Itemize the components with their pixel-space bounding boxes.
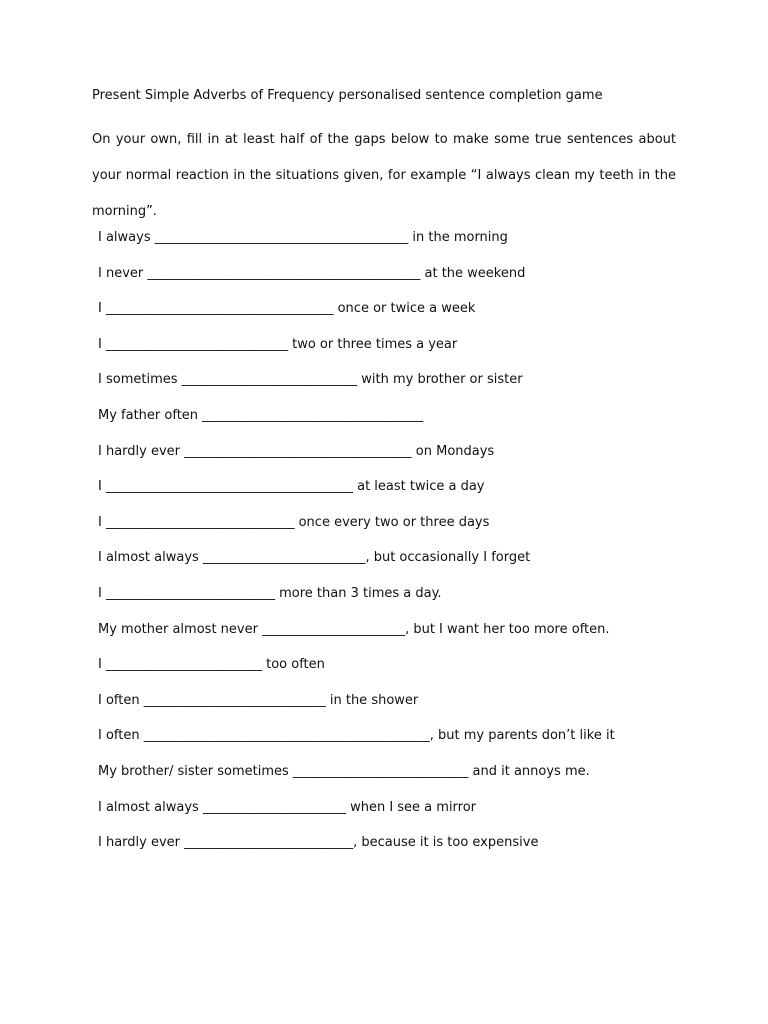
sentence-text: I ____________________________ two or three times a year [98,336,458,352]
sentence-item [98,265,698,301]
sentence-text: I sometimes ___________________________ with my brother or sister [98,372,523,388]
sentence-item [98,727,698,763]
sentence-item [98,514,698,550]
sentence-item [98,407,698,443]
sentence-text: I never __________________________________________ at the weekend [98,265,526,281]
sentence-item [98,585,698,621]
sentence-text: I almost always _________________________, but occasionally I forget [98,550,531,566]
sentence-item [98,621,698,657]
sentence-text: My brother/ sister sometimes ___________________________ and it annoys me. [98,763,590,779]
sentence-text: I ___________________________________ once or twice a week [98,301,476,317]
sentence-text: I hardly ever ___________________________________ on Mondays [98,443,495,459]
sentence-item [98,692,698,728]
sentence-item [98,763,698,799]
sentence-text: I ________________________ too often [98,657,325,673]
sentence-item [98,443,698,479]
sentence-text: I _____________________________ once every two or three days [98,514,490,530]
sentence-text: I always _______________________________________ in the morning [98,230,508,245]
sentence-text: My mother almost never ______________________, but I want her too more often. [98,621,610,637]
sentence-text: I often ____________________________________________, but my parents don’t like it [98,728,615,744]
sentence-item [98,478,698,514]
sentence-item [98,336,698,372]
sentence-list [98,229,698,870]
sentence-item [98,229,698,265]
sentence-text: I __________________________ more than 3 times a day. [98,585,442,601]
sentence-item [98,799,698,835]
sentence-item [98,300,698,336]
worksheet-instructions: On your own, fill in at least half of the gaps below to make some true sentences about your normal reaction in the situations given, for example “I always clean my teeth in the morning”. [92,132,676,219]
sentence-item [98,549,698,585]
sentence-item [98,834,698,870]
sentence-text: I hardly ever __________________________, because it is too expensive [98,835,539,851]
sentence-text: I often ____________________________ in the shower [98,692,419,708]
sentence-text: I almost always ______________________ when I see a mirror [98,799,477,815]
sentence-text: I ______________________________________ at least twice a day [98,479,485,495]
sentence-text: My father often __________________________________ [98,407,424,423]
sentence-item [98,656,698,692]
sentence-item [98,371,698,407]
worksheet-title: Present Simple Adverbs of Frequency personalised sentence completion game [92,88,603,103]
